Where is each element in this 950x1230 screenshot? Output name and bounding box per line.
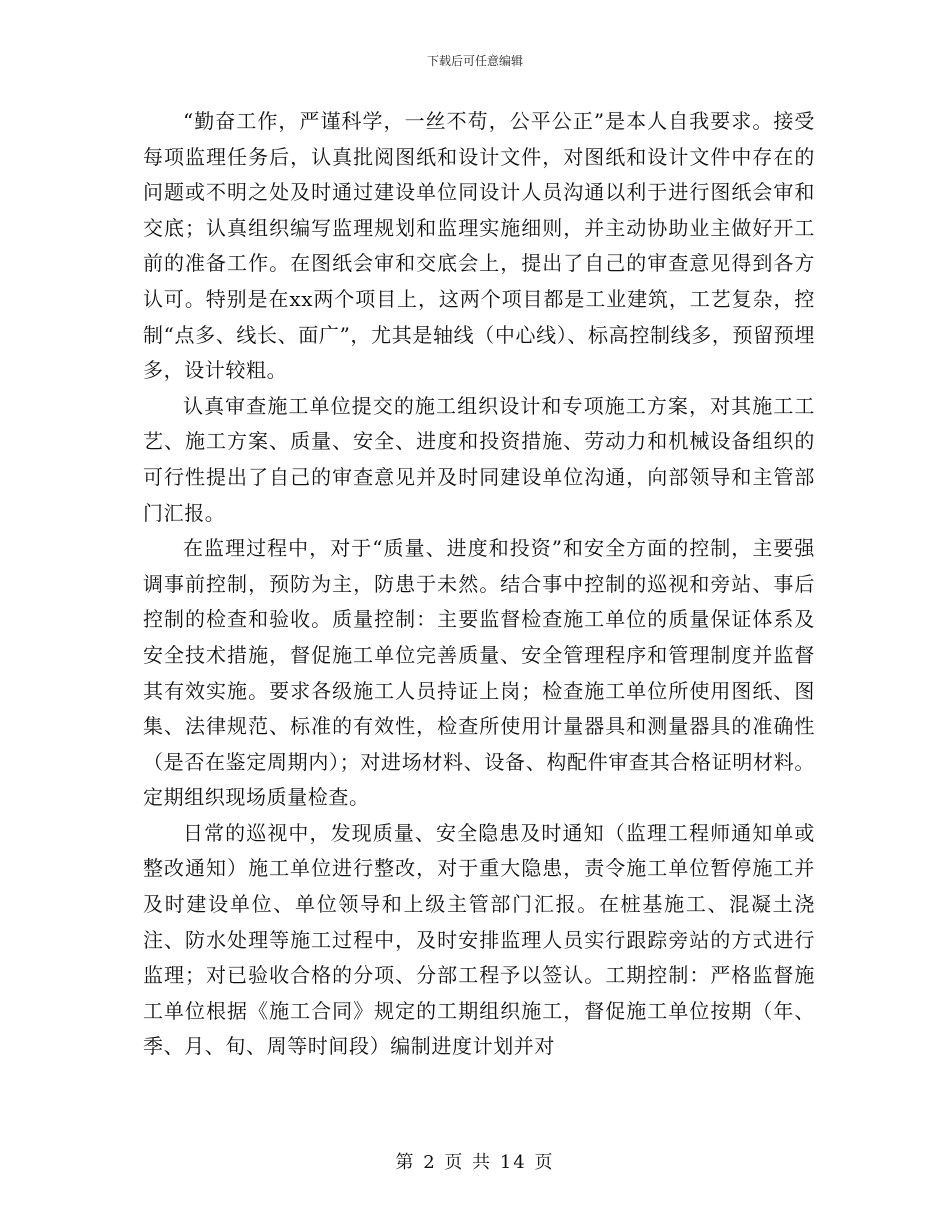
header-note: 下载后可任意编辑 <box>426 54 523 68</box>
paragraph: “勤奋工作，严谨科学，一丝不苟，公平公正”是本人自我要求。接受每项监理任务后，认真批阅图纸和设计文件，对图纸和设计文件中存在的问题或不明之处及时通过建设单位同设计人员沟通以利于进行图纸会审和交底；认真组织编写监理规划和监理实施细则，并主动协助业主做好开工前的准备工作。在图纸会审和交底会上，提出了自己的审查意见得到各方认可。特别是在xx两个项目上，这两个项目都是工业建筑，工艺复杂，控制“点多、线长、面广”，尤其是轴线（中心线）、标高控制线多，预留预埋多，设计较粗。 <box>143 109 815 383</box>
paragraph: 在监理过程中，对于“质量、进度和投资”和安全方面的控制，主要强调事前控制，预防为主，防患于未然。结合事中控制的巡视和旁站、事后控制的检查和验收。质量控制：主要监督检查施工单位的质量保证体系及安全技术措施，督促施工单位完善质量、安全管理程序和管理制度并监督其有效实施。要求各级施工人员持证上岗；检查施工单位所使用图纸、图集、法律规范、标准的有效性，检查所使用计量器具和测量器具的准确性（是否在鉴定周期内）；对进场材料、设备、构配件审查其合格证明材料。定期组织现场质量检查。 <box>143 536 815 810</box>
body-text <box>143 104 815 1065</box>
paragraph: 日常的巡视中，发现质量、安全隐患及时通知（监理工程师通知单或整改通知）施工单位进行整改，对于重大隐患，责令施工单位暂停施工并及时建设单位、单位领导和上级主管部门汇报。在桩基施工、混凝土浇注、防水处理等施工过程中，及时安排监理人员实行跟踪旁站的方式进行监理；对已验收合格的分项、分部工程予以签认。工期控制：严格监督施工单位根据《施工合同》规定的工期组织施工，督促施工单位按期（年、季、月、旬、周等时间段）编制进度计划并对 <box>143 820 815 1059</box>
paragraph: 认真审查施工单位提交的施工组织设计和专项施工方案，对其施工工艺、施工方案、质量、安全、进度和投资措施、劳动力和机械设备组织的可行性提出了自己的审查意见并及时同建设单位沟通，向部领导和主管部门汇报。 <box>143 393 815 525</box>
page-number: 第 2 页 共 14 页 <box>395 1152 555 1173</box>
